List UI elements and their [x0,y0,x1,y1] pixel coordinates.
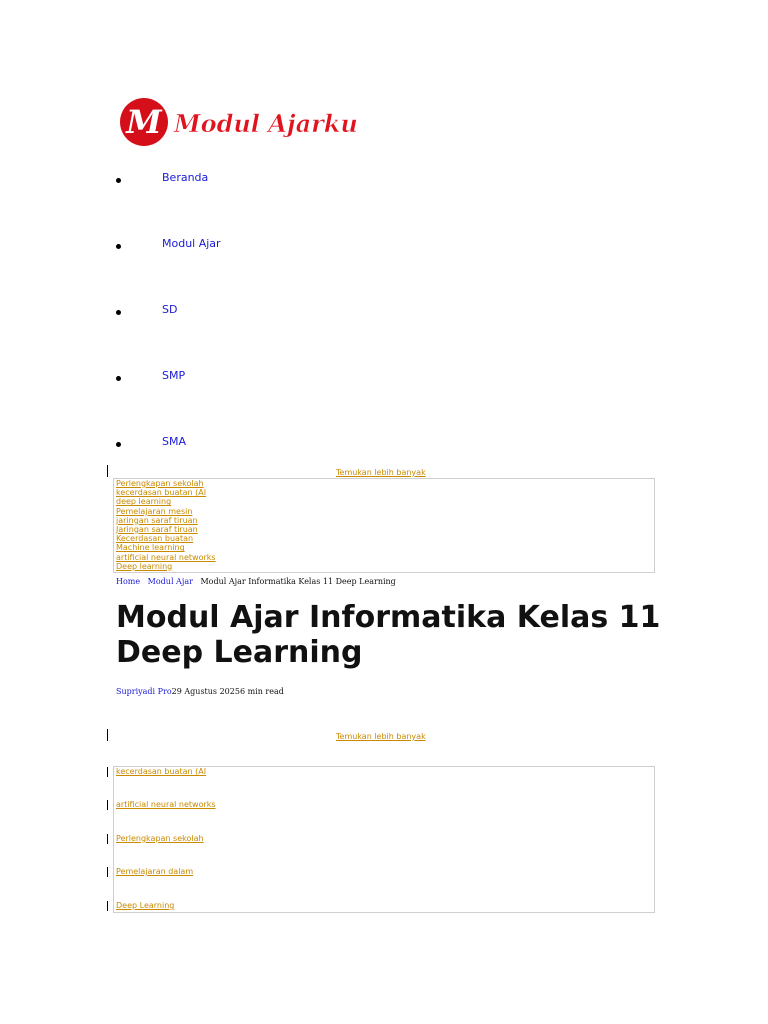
divider [107,834,108,844]
bullet-icon [116,442,121,447]
bullet-icon [116,178,121,183]
bullet-icon [116,244,121,249]
nav-item-modul-ajar[interactable] [0,237,768,261]
bullet-icon [116,376,121,381]
author-link[interactable]: Supriyadi Pro [116,687,172,696]
divider [107,867,108,877]
divider [107,729,108,741]
find-more-link[interactable]: Temukan lebih banyak [336,468,426,477]
divider [107,767,108,777]
related-link[interactable]: Perlengkapan sekolah [116,834,204,843]
nav-link[interactable]: SMA [162,435,186,448]
nav-item-sd[interactable] [0,303,768,327]
related-link[interactable]: kecerdasan buatan (AI [116,767,207,776]
nav-item-beranda[interactable] [0,171,768,195]
nav-item-sma[interactable] [0,435,768,459]
related-link[interactable]: Deep learning [116,561,173,571]
nav-link[interactable]: Beranda [162,171,209,184]
publish-date: 29 Agustus 2025 [171,687,240,696]
breadcrumb-category[interactable]: Modul Ajar [147,577,193,586]
nav-link[interactable]: SMP [162,369,186,382]
related-link[interactable]: Pemelajaran mesin [116,506,193,516]
bullet-icon [116,310,121,315]
find-more-link[interactable]: Temukan lebih banyak [336,732,426,741]
article-meta [116,687,284,696]
site-logo[interactable] [114,92,368,152]
divider [107,901,108,911]
breadcrumb-home[interactable]: Home [116,577,141,586]
related-link[interactable]: Jaringan saraf tiruan [116,524,198,534]
page-title: Modul Ajar Informatika Kelas 11 Deep Learning [116,600,661,670]
nav-link[interactable]: SD [162,303,178,316]
related-link[interactable]: Machine learning [116,543,185,553]
breadcrumb-current: Modul Ajar Informatika Kelas 11 Deep Learning [200,577,396,586]
related-link[interactable]: artificial neural networks [116,552,216,562]
related-link[interactable]: jaringan saraf tiruan [116,515,198,525]
related-link[interactable]: Deep Learning [116,901,175,910]
divider [107,465,108,477]
related-link[interactable]: Kecerdasan buatan [116,534,194,544]
related-links-box [113,766,655,913]
related-link[interactable]: kecerdasan buatan (AI [116,488,207,498]
divider [107,800,108,810]
breadcrumb [116,577,401,586]
related-link[interactable]: deep learning [116,497,172,507]
logo-badge-letter: M [126,103,162,141]
related-link[interactable]: artificial neural networks [116,800,216,809]
logo-text: Modul Ajarku [174,109,358,138]
related-link[interactable]: Pemelajaran dalam [116,867,194,876]
related-link[interactable]: Perlengkapan sekolah [116,479,204,488]
nav-link[interactable]: Modul Ajar [162,237,221,250]
nav-item-smp[interactable] [0,369,768,393]
related-links-box [113,478,655,573]
read-time: 6 min read [239,687,284,696]
